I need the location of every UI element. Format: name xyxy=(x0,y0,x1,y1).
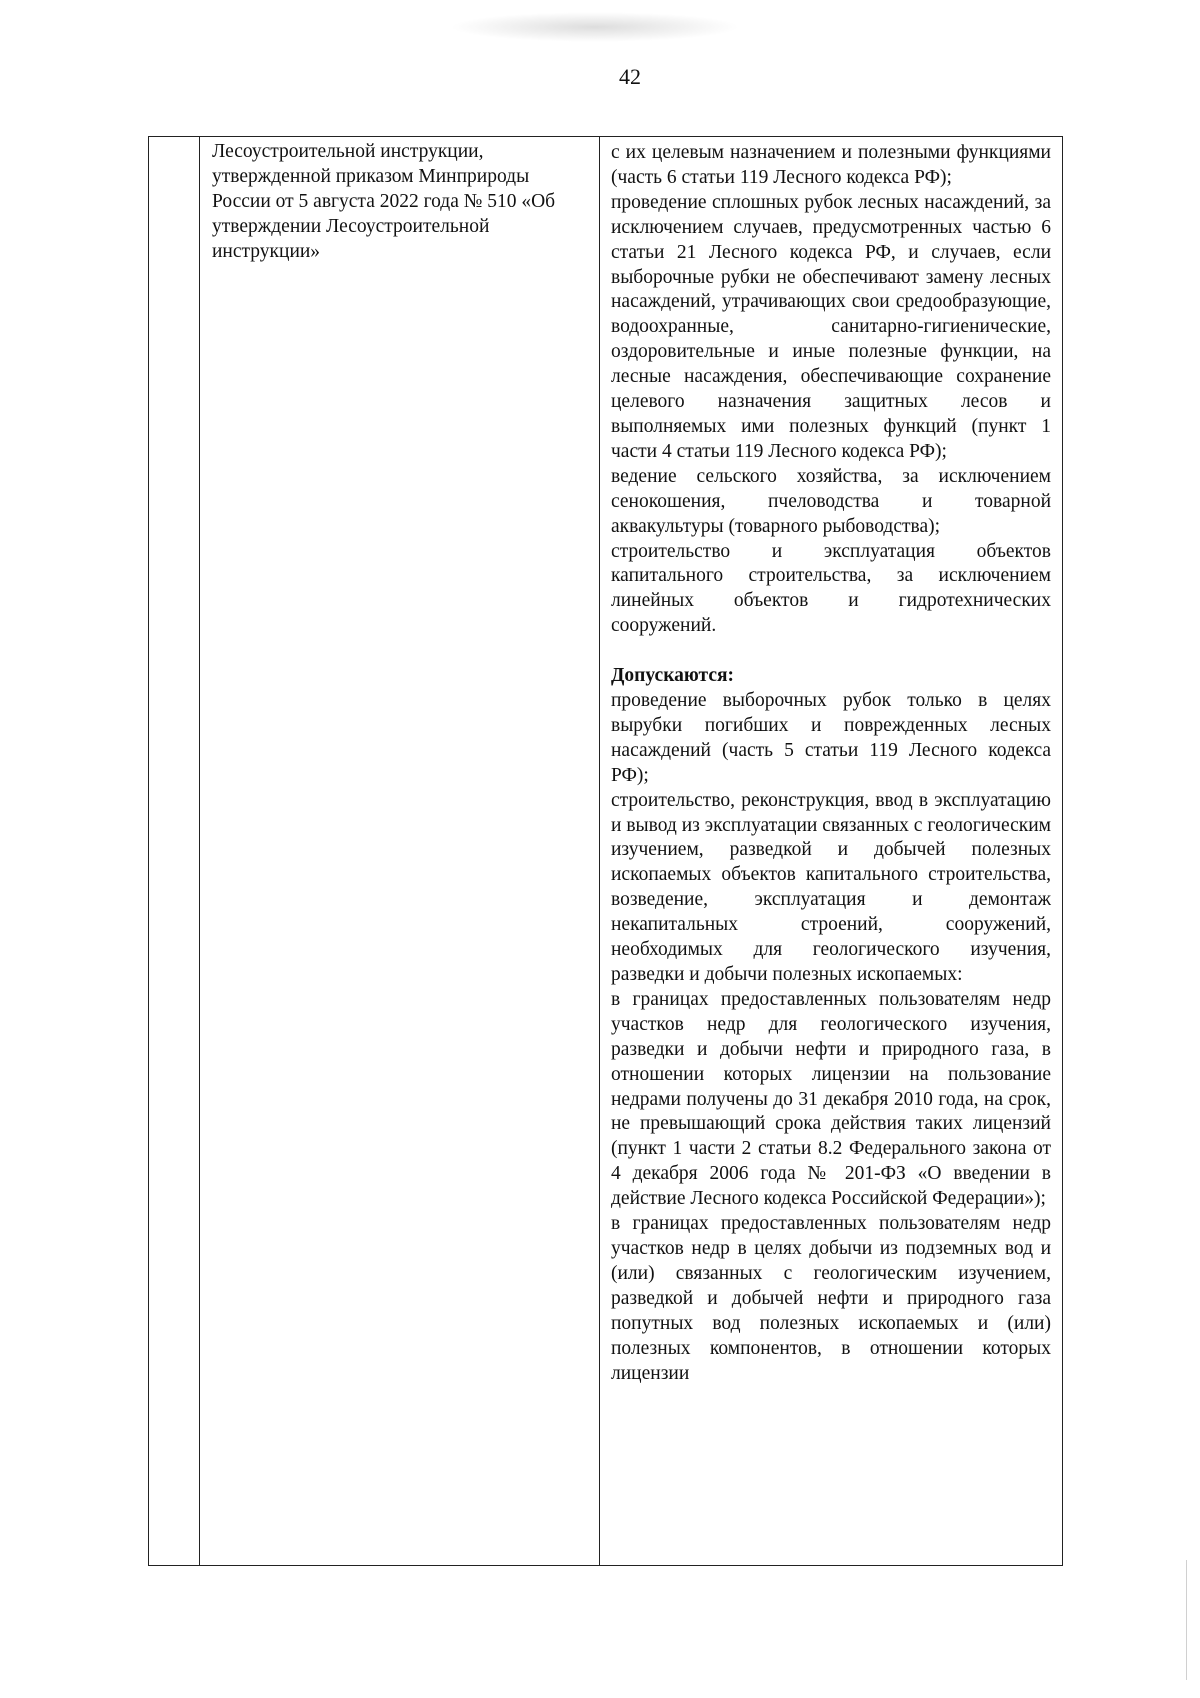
table-right-border xyxy=(1062,137,1063,1565)
document-table xyxy=(148,136,1063,1566)
allowed-paragraph: проведение выборочных рубок только в целях вырубки погибших и поврежденных лесных насаждений (часть 5 статьи 119 Лесного кодекса РФ); xyxy=(611,690,1051,786)
column-divider xyxy=(199,137,200,1565)
page-number: 42 xyxy=(619,64,641,89)
table-cell-restrictions xyxy=(611,141,1051,1386)
restriction-paragraph: с их целевым назначением и полезными функциями (часть 6 статьи 119 Лесного кодекса РФ); xyxy=(611,142,1051,188)
restriction-paragraph: ведение сельского хозяйства, за исключением сенокошения, пчеловодства и товарной аквакультуры (товарного рыбоводства); xyxy=(611,465,1051,537)
allowed-paragraph: в границах предоставленных пользователям недр участков недр в целях добычи из подземных вод и (или) связанных с геологическим изучением, разведкой и добычей нефти и природного газа попутных вод полезных ископаемых и (или) полезных компонентов, в отношении которых лицензии xyxy=(611,1213,1051,1384)
table-cell-source xyxy=(212,139,590,264)
allowed-paragraph: строительство, реконструкция, ввод в эксплуатацию и вывод из эксплуатации связанных с геологическим изучением, разведкой и добычей полезных ископаемых объектов капитального строительства, возведение, эксплуатация и демонтаж некапитальных строений, сооружений, необходимых для геологического изучения, разведки и добычи полезных ископаемых: xyxy=(611,789,1051,985)
allowed-heading: Допускаются: xyxy=(611,665,735,687)
source-text: Лесоустроительной инструкции, утвержденной приказом Минприроды России от 5 августа 2022 года № 510 «Об утверждении Лесоустроительной инструкции» xyxy=(212,141,556,262)
scan-edge-mark xyxy=(1186,1560,1187,1680)
restriction-paragraph: строительство и эксплуатация объектов капитального строительства, за исключением линейных объектов и гидротехнических сооружений. xyxy=(611,540,1051,637)
column-divider xyxy=(599,137,600,1565)
scan-noise xyxy=(450,12,740,42)
restriction-paragraph: проведение сплошных рубок лесных насаждений, за исключением случаев, предусмотренных частью 6 статьи 21 Лесного кодекса РФ, и случаев, если выборочные рубки не обеспечивают замену лесных насаждений, утрачивающих свои средообразующие, водоохранные, санитарно-гигиенические, оздоровительные и иные полезные функции, на лесные насаждения, обеспечивающие сохранение целевого назначения защитных лесов и выполняемых ими полезных функций (пункт 1 части 4 статьи 119 Лесного кодекса РФ); xyxy=(611,191,1051,462)
allowed-paragraph: в границах предоставленных пользователям недр участков недр для геологического изучения, разведки и добычи нефти и природного газа, в отношении которых лицензии на пользование недрами получены до 31 декабря 2010 года, на срок, не превышающий срока действия таких лицензий (пункт 1 части 2 статьи 8.2 Федерального закона от 4 декабря 2006 года № 201-ФЗ «О введении в действие Лесного кодекса Российской Федерации»); xyxy=(611,988,1051,1210)
